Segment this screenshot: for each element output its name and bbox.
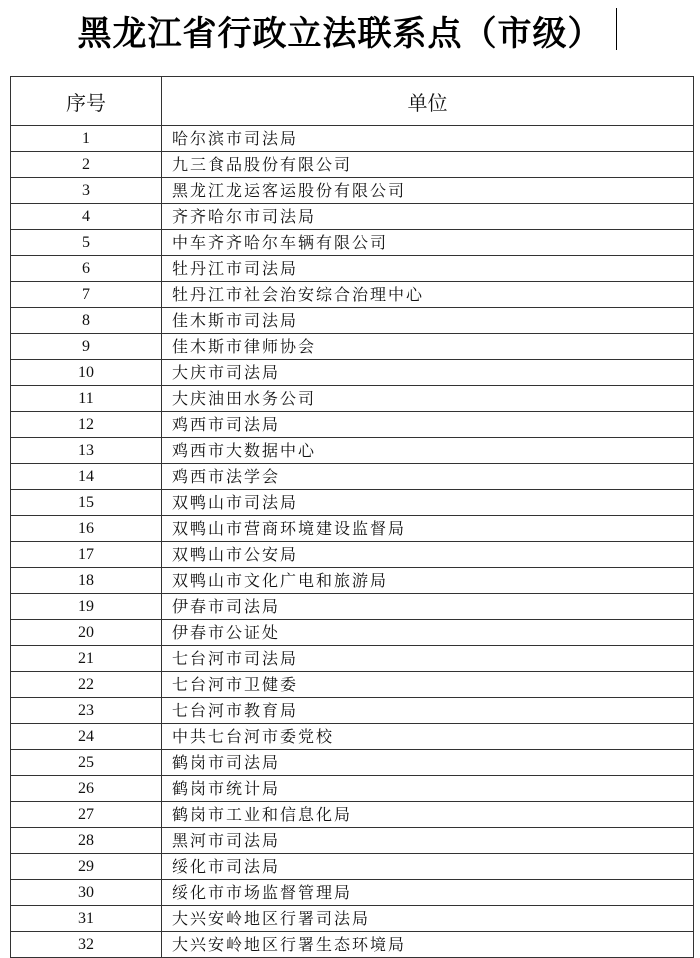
row-unit-name: 大兴安岭地区行署司法局 <box>162 906 694 932</box>
row-unit-name: 大兴安岭地区行署生态环境局 <box>162 932 694 958</box>
page-title: 黑龙江省行政立法联系点（市级） <box>77 13 603 54</box>
table-row <box>11 516 694 542</box>
table-header-row <box>11 77 694 126</box>
row-number: 27 <box>11 802 162 828</box>
table-row <box>11 308 694 334</box>
table-row <box>11 438 694 464</box>
row-number: 25 <box>11 750 162 776</box>
table-row <box>11 152 694 178</box>
table-row <box>11 360 694 386</box>
table-row <box>11 620 694 646</box>
row-number: 29 <box>11 854 162 880</box>
row-number: 21 <box>11 646 162 672</box>
table-row <box>11 698 694 724</box>
row-number: 32 <box>11 932 162 958</box>
table-row <box>11 776 694 802</box>
row-unit-name: 中车齐齐哈尔车辆有限公司 <box>162 230 694 256</box>
row-unit-name: 七台河市教育局 <box>162 698 694 724</box>
row-number: 28 <box>11 828 162 854</box>
row-number: 9 <box>11 334 162 360</box>
row-number: 7 <box>11 282 162 308</box>
row-unit-name: 哈尔滨市司法局 <box>162 126 694 152</box>
table-row <box>11 542 694 568</box>
row-unit-name: 黑河市司法局 <box>162 828 694 854</box>
row-number: 23 <box>11 698 162 724</box>
row-unit-name: 佳木斯市律师协会 <box>162 334 694 360</box>
row-number: 26 <box>11 776 162 802</box>
row-unit-name: 佳木斯市司法局 <box>162 308 694 334</box>
row-unit-name: 七台河市司法局 <box>162 646 694 672</box>
table-row <box>11 880 694 906</box>
row-number: 13 <box>11 438 162 464</box>
row-unit-name: 绥化市市场监督管理局 <box>162 880 694 906</box>
row-unit-name: 鹤岗市工业和信息化局 <box>162 802 694 828</box>
table-row <box>11 906 694 932</box>
table-row <box>11 412 694 438</box>
row-number: 24 <box>11 724 162 750</box>
table-row <box>11 750 694 776</box>
row-number: 10 <box>11 360 162 386</box>
row-unit-name: 伊春市公证处 <box>162 620 694 646</box>
row-number: 2 <box>11 152 162 178</box>
row-number: 6 <box>11 256 162 282</box>
table-row <box>11 204 694 230</box>
table-row <box>11 802 694 828</box>
row-number: 3 <box>11 178 162 204</box>
table-row <box>11 386 694 412</box>
row-unit-name: 大庆市司法局 <box>162 360 694 386</box>
table-row <box>11 854 694 880</box>
row-unit-name: 中共七台河市委党校 <box>162 724 694 750</box>
row-number: 8 <box>11 308 162 334</box>
row-unit-name: 黑龙江龙运客运股份有限公司 <box>162 178 694 204</box>
table-row <box>11 464 694 490</box>
row-number: 17 <box>11 542 162 568</box>
row-unit-name: 双鸭山市公安局 <box>162 542 694 568</box>
table-row <box>11 230 694 256</box>
row-unit-name: 牡丹江市社会治安综合治理中心 <box>162 282 694 308</box>
row-number: 18 <box>11 568 162 594</box>
table-body <box>11 126 694 958</box>
row-unit-name: 鹤岗市统计局 <box>162 776 694 802</box>
table-row <box>11 282 694 308</box>
row-number: 31 <box>11 906 162 932</box>
table-row <box>11 672 694 698</box>
row-number: 15 <box>11 490 162 516</box>
row-unit-name: 鹤岗市司法局 <box>162 750 694 776</box>
row-number: 12 <box>11 412 162 438</box>
row-unit-name: 双鸭山市营商环境建设监督局 <box>162 516 694 542</box>
row-unit-name: 鸡西市司法局 <box>162 412 694 438</box>
column-header-number: 序号 <box>11 77 162 126</box>
row-unit-name: 七台河市卫健委 <box>162 672 694 698</box>
row-unit-name: 牡丹江市司法局 <box>162 256 694 282</box>
row-number: 30 <box>11 880 162 906</box>
table-row <box>11 256 694 282</box>
table-row <box>11 126 694 152</box>
row-unit-name: 九三食品股份有限公司 <box>162 152 694 178</box>
table-row <box>11 594 694 620</box>
table-row <box>11 490 694 516</box>
table-row <box>11 724 694 750</box>
table-row <box>11 178 694 204</box>
row-number: 11 <box>11 386 162 412</box>
liaison-points-table <box>10 76 694 958</box>
row-number: 5 <box>11 230 162 256</box>
row-number: 16 <box>11 516 162 542</box>
text-cursor <box>616 8 617 50</box>
table-row <box>11 828 694 854</box>
row-unit-name: 鸡西市大数据中心 <box>162 438 694 464</box>
table-row <box>11 646 694 672</box>
row-number: 14 <box>11 464 162 490</box>
row-number: 4 <box>11 204 162 230</box>
row-number: 22 <box>11 672 162 698</box>
row-unit-name: 齐齐哈尔市司法局 <box>162 204 694 230</box>
row-number: 19 <box>11 594 162 620</box>
row-unit-name: 绥化市司法局 <box>162 854 694 880</box>
row-unit-name: 鸡西市法学会 <box>162 464 694 490</box>
row-number: 20 <box>11 620 162 646</box>
table-row <box>11 932 694 958</box>
table-row <box>11 334 694 360</box>
row-unit-name: 双鸭山市文化广电和旅游局 <box>162 568 694 594</box>
row-number: 1 <box>11 126 162 152</box>
row-unit-name: 伊春市司法局 <box>162 594 694 620</box>
row-unit-name: 双鸭山市司法局 <box>162 490 694 516</box>
table-row <box>11 568 694 594</box>
column-header-unit: 单位 <box>162 77 694 126</box>
row-unit-name: 大庆油田水务公司 <box>162 386 694 412</box>
